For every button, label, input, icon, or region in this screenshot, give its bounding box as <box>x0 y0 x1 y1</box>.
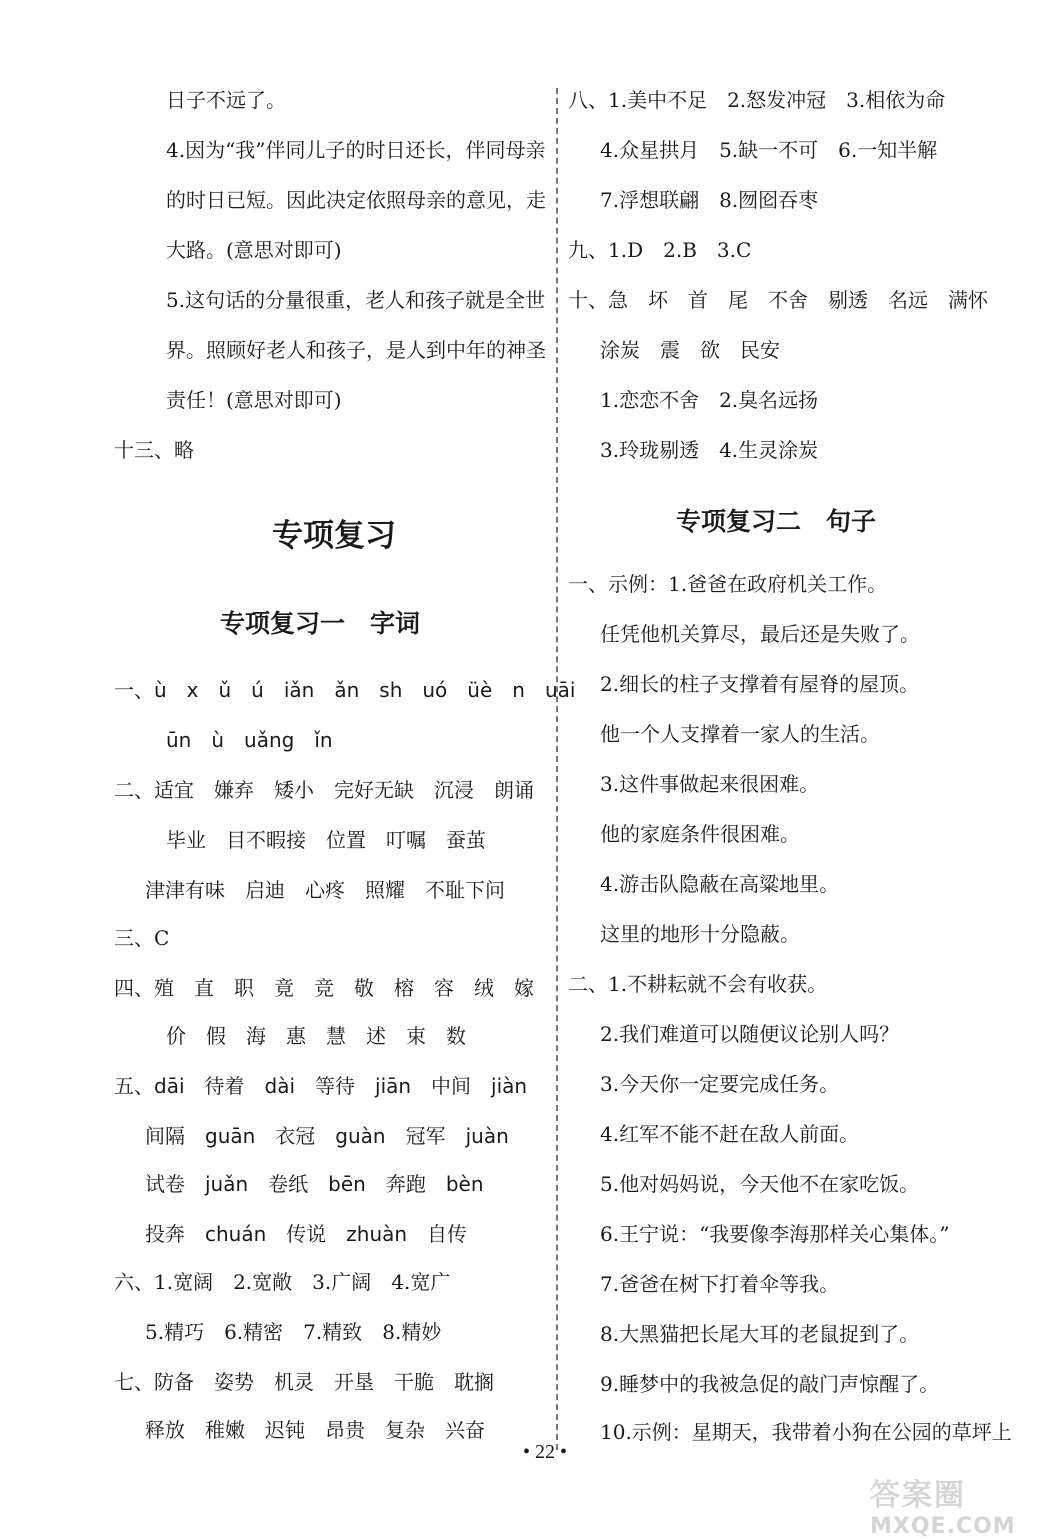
subsection-title: 专项复习一 字词 <box>220 609 421 638</box>
answer-line: 界。照顾好老人和孩子，是人到中年的神圣 <box>166 338 546 362</box>
answer-line: 十、急 坏 首 尾 不舍 剔透 名远 满怀 <box>568 288 988 312</box>
answer-line: 5.这句话的分量很重，老人和孩子就是全世 <box>166 288 546 312</box>
answer-line: 津津有味 启迪 心疼 照耀 不耻下问 <box>145 878 505 902</box>
answer-line: 1.恋恋不舍 2.臭名远扬 <box>600 388 819 412</box>
answer-line: 一、示例：1.爸爸在政府机关工作。 <box>568 572 888 596</box>
answer-line: 七、防备 姿势 机灵 开垦 干脆 耽搁 <box>114 1370 494 1394</box>
answer-line: 4.红军不能不赶在敌人前面。 <box>600 1122 860 1146</box>
answer-line: 一、ù x ǔ ú iǎn ǎn sh uó üè n uāi <box>114 678 576 702</box>
answer-line: 九、1.D 2.B 3.C <box>568 238 752 262</box>
answer-line: 日子不远了。 <box>166 88 286 112</box>
answer-line: 2.细长的柱子支撑着有屋脊的屋顶。 <box>600 672 920 696</box>
answer-line: 4.因为“我”伴同儿子的时日还长，伴同母亲 <box>166 138 546 162</box>
answer-line: 6.王宁说：“我要像李海那样关心集体。” <box>600 1222 950 1246</box>
answer-line: 三、C <box>114 926 170 950</box>
answer-line: 3.玲珑剔透 4.生灵涂炭 <box>600 438 819 462</box>
answer-line: 十三、略 <box>114 438 194 462</box>
answer-line: 二、适宜 嫌弃 矮小 完好无缺 沉浸 朗诵 <box>114 778 534 802</box>
answer-line: 涂炭 震 欲 民安 <box>600 338 780 362</box>
answer-line: 间隔 guān 衣冠 guàn 冠军 juàn <box>145 1124 509 1148</box>
answer-line: 8.大黑猫把长尾大耳的老鼠捉到了。 <box>600 1322 920 1346</box>
watermark-logo-text: 答案圈 <box>870 1478 966 1513</box>
answer-line: 2.我们难道可以随便议论别人吗？ <box>600 1022 900 1046</box>
answer-line: 六、1.宽阔 2.宽敞 3.广阔 4.宽广 <box>114 1270 451 1294</box>
watermark-logo <box>870 1470 1040 1539</box>
answer-line: 大路。(意思对即可) <box>166 238 342 262</box>
answer-line: 投奔 chuán 传说 zhuàn 自传 <box>145 1222 468 1246</box>
answer-line: 四、殖 直 职 竟 竞 敬 榕 容 绒 嫁 <box>114 976 534 1000</box>
answer-line: 7.浮想联翩 8.囫囵吞枣 <box>600 188 819 212</box>
column-divider <box>556 88 558 1450</box>
answer-line: 毕业 目不暇接 位置 叮嘱 蚕茧 <box>166 828 486 852</box>
section-title: 专项复习 <box>272 518 396 554</box>
answer-line: 他的家庭条件很困难。 <box>600 822 800 846</box>
watermark-url: MXQE.COM <box>870 1514 1016 1539</box>
answer-line: 3.今天你一定要完成任务。 <box>600 1072 840 1096</box>
answer-line: 这里的地形十分隐蔽。 <box>600 922 800 946</box>
answer-line: 的时日已短。因此决定依照母亲的意见，走 <box>166 188 546 212</box>
answer-line: 任凭他机关算尽，最后还是失败了。 <box>600 622 920 646</box>
answer-line: 他一个人支撑着一家人的生活。 <box>600 722 880 746</box>
answer-line: 5.精巧 6.精密 7.精致 8.精妙 <box>145 1320 442 1344</box>
page-number: • 22 • <box>522 1441 567 1463</box>
answer-line: 4.众星拱月 5.缺一不可 6.一知半解 <box>600 138 938 162</box>
answer-line: 二、1.不耕耘就不会有收获。 <box>568 972 828 996</box>
answer-line: 价 假 海 惠 慧 述 束 数 <box>166 1024 466 1048</box>
answer-line: ūn ù uǎng ǐn <box>166 728 333 752</box>
answer-line: 5.他对妈妈说，今天他不在家吃饭。 <box>600 1172 920 1196</box>
answer-line: 试卷 juǎn 卷纸 bēn 奔跑 bèn <box>145 1172 484 1196</box>
answer-line: 7.爸爸在树下打着伞等我。 <box>600 1272 840 1296</box>
answer-line: 八、1.美中不足 2.怒发冲冠 3.相依为命 <box>568 88 946 112</box>
answer-line: 9.睡梦中的我被急促的敲门声惊醒了。 <box>600 1372 940 1396</box>
answer-line: 10.示例：星期天，我带着小狗在公园的草坪上 <box>600 1420 1012 1444</box>
answer-line: 4.游击队隐蔽在高粱地里。 <box>600 872 840 896</box>
answer-line: 3.这件事做起来很困难。 <box>600 772 820 796</box>
answer-line: 五、dāi 待着 dài 等待 jiān 中间 jiàn <box>114 1074 528 1098</box>
answer-line: 释放 稚嫩 迟钝 昂贵 复杂 兴奋 <box>145 1418 485 1442</box>
subsection-title: 专项复习二 句子 <box>676 507 877 536</box>
answer-line: 责任！(意思对即可) <box>166 388 342 412</box>
